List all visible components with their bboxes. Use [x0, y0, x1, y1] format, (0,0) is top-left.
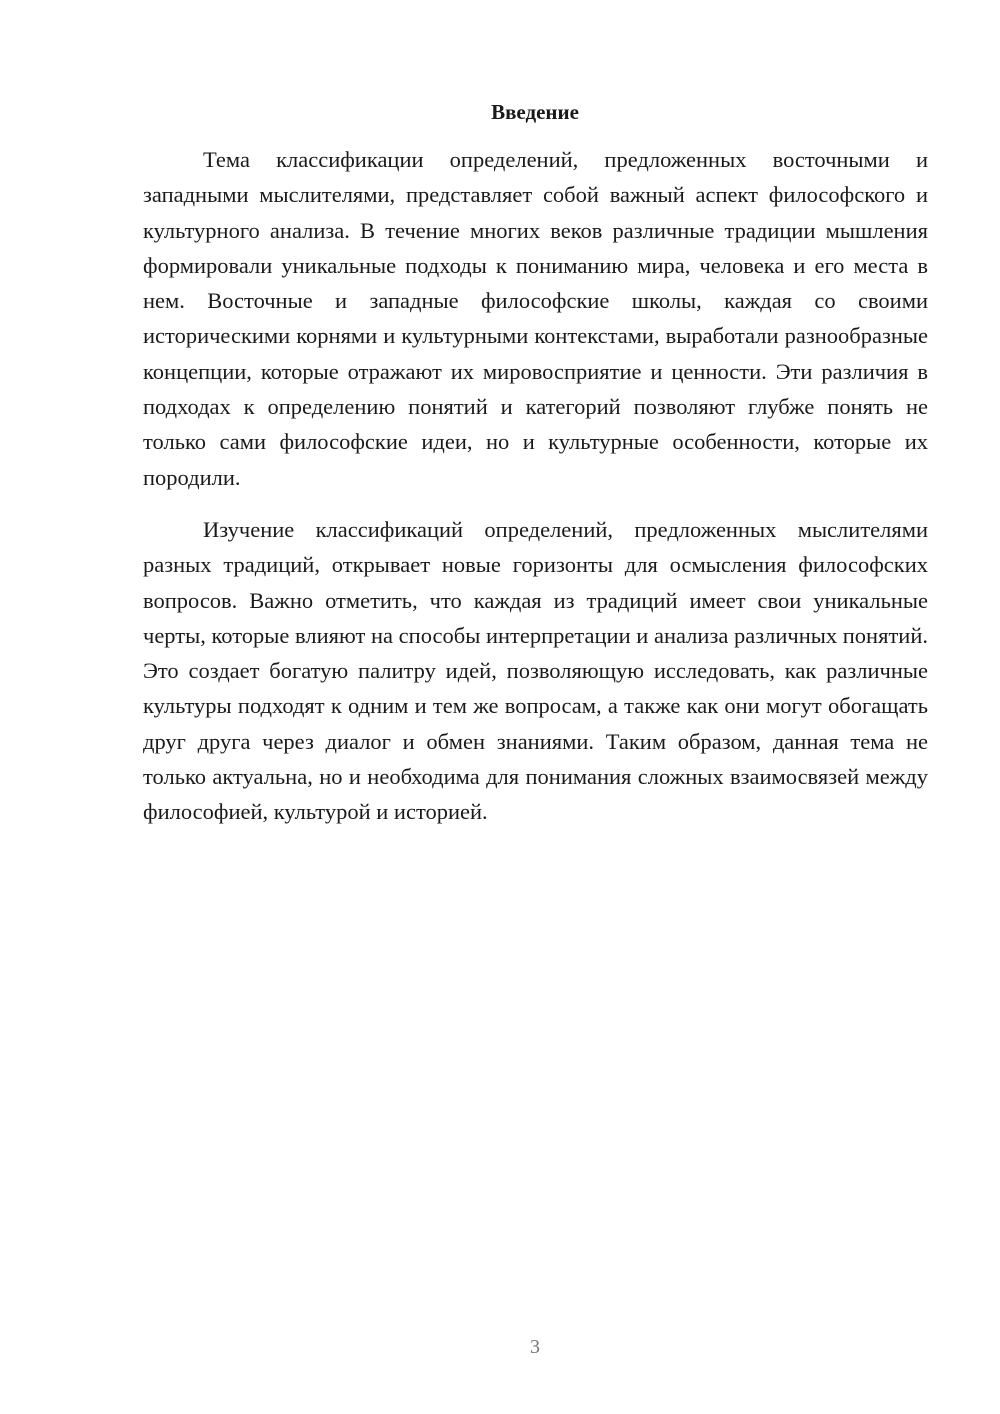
- paragraph-1: Тема классификации определений, предложенных восточными и западными мыслителями, представляет собой важный аспект философского и культурного анализа. В течение многих веков различные традиции мышления формировали уникальные подходы к пониманию мира, человека и его места в нем. Восточные и западные философские школы, каждая со своими историческими корнями и культурными контекстами, выработали разнообразные концепции, которые отражают их мировосприятие и ценности. Эти различия в подходах к определению понятий и категорий позволяют глубже понять не только сами философские идеи, но и культурные особенности, которые их породили.: [143, 147, 928, 490]
- page-number: 3: [530, 1336, 540, 1358]
- paragraph-2: Изучение классификаций определений, предложенных мыслителями разных традиций, открывает новые горизонты для осмысления философских вопросов. Важно отметить, что каждая из традиций имеет свои уникальные черты, которые влияют на способы интерпретации и анализа различных понятий. Это создает богатую палитру идей, позволяющую исследовать, как различные культуры подходят к одним и тем же вопросам, а также как они могут обогащать друг друга через диалог и обмен знаниями. Таким образом, данная тема не только актуальна, но и необходима для понимания сложных взаимосвязей между философией, культурой и историей.: [143, 516, 928, 825]
- section-heading: Введение: [491, 100, 579, 124]
- body-text: [143, 142, 928, 830]
